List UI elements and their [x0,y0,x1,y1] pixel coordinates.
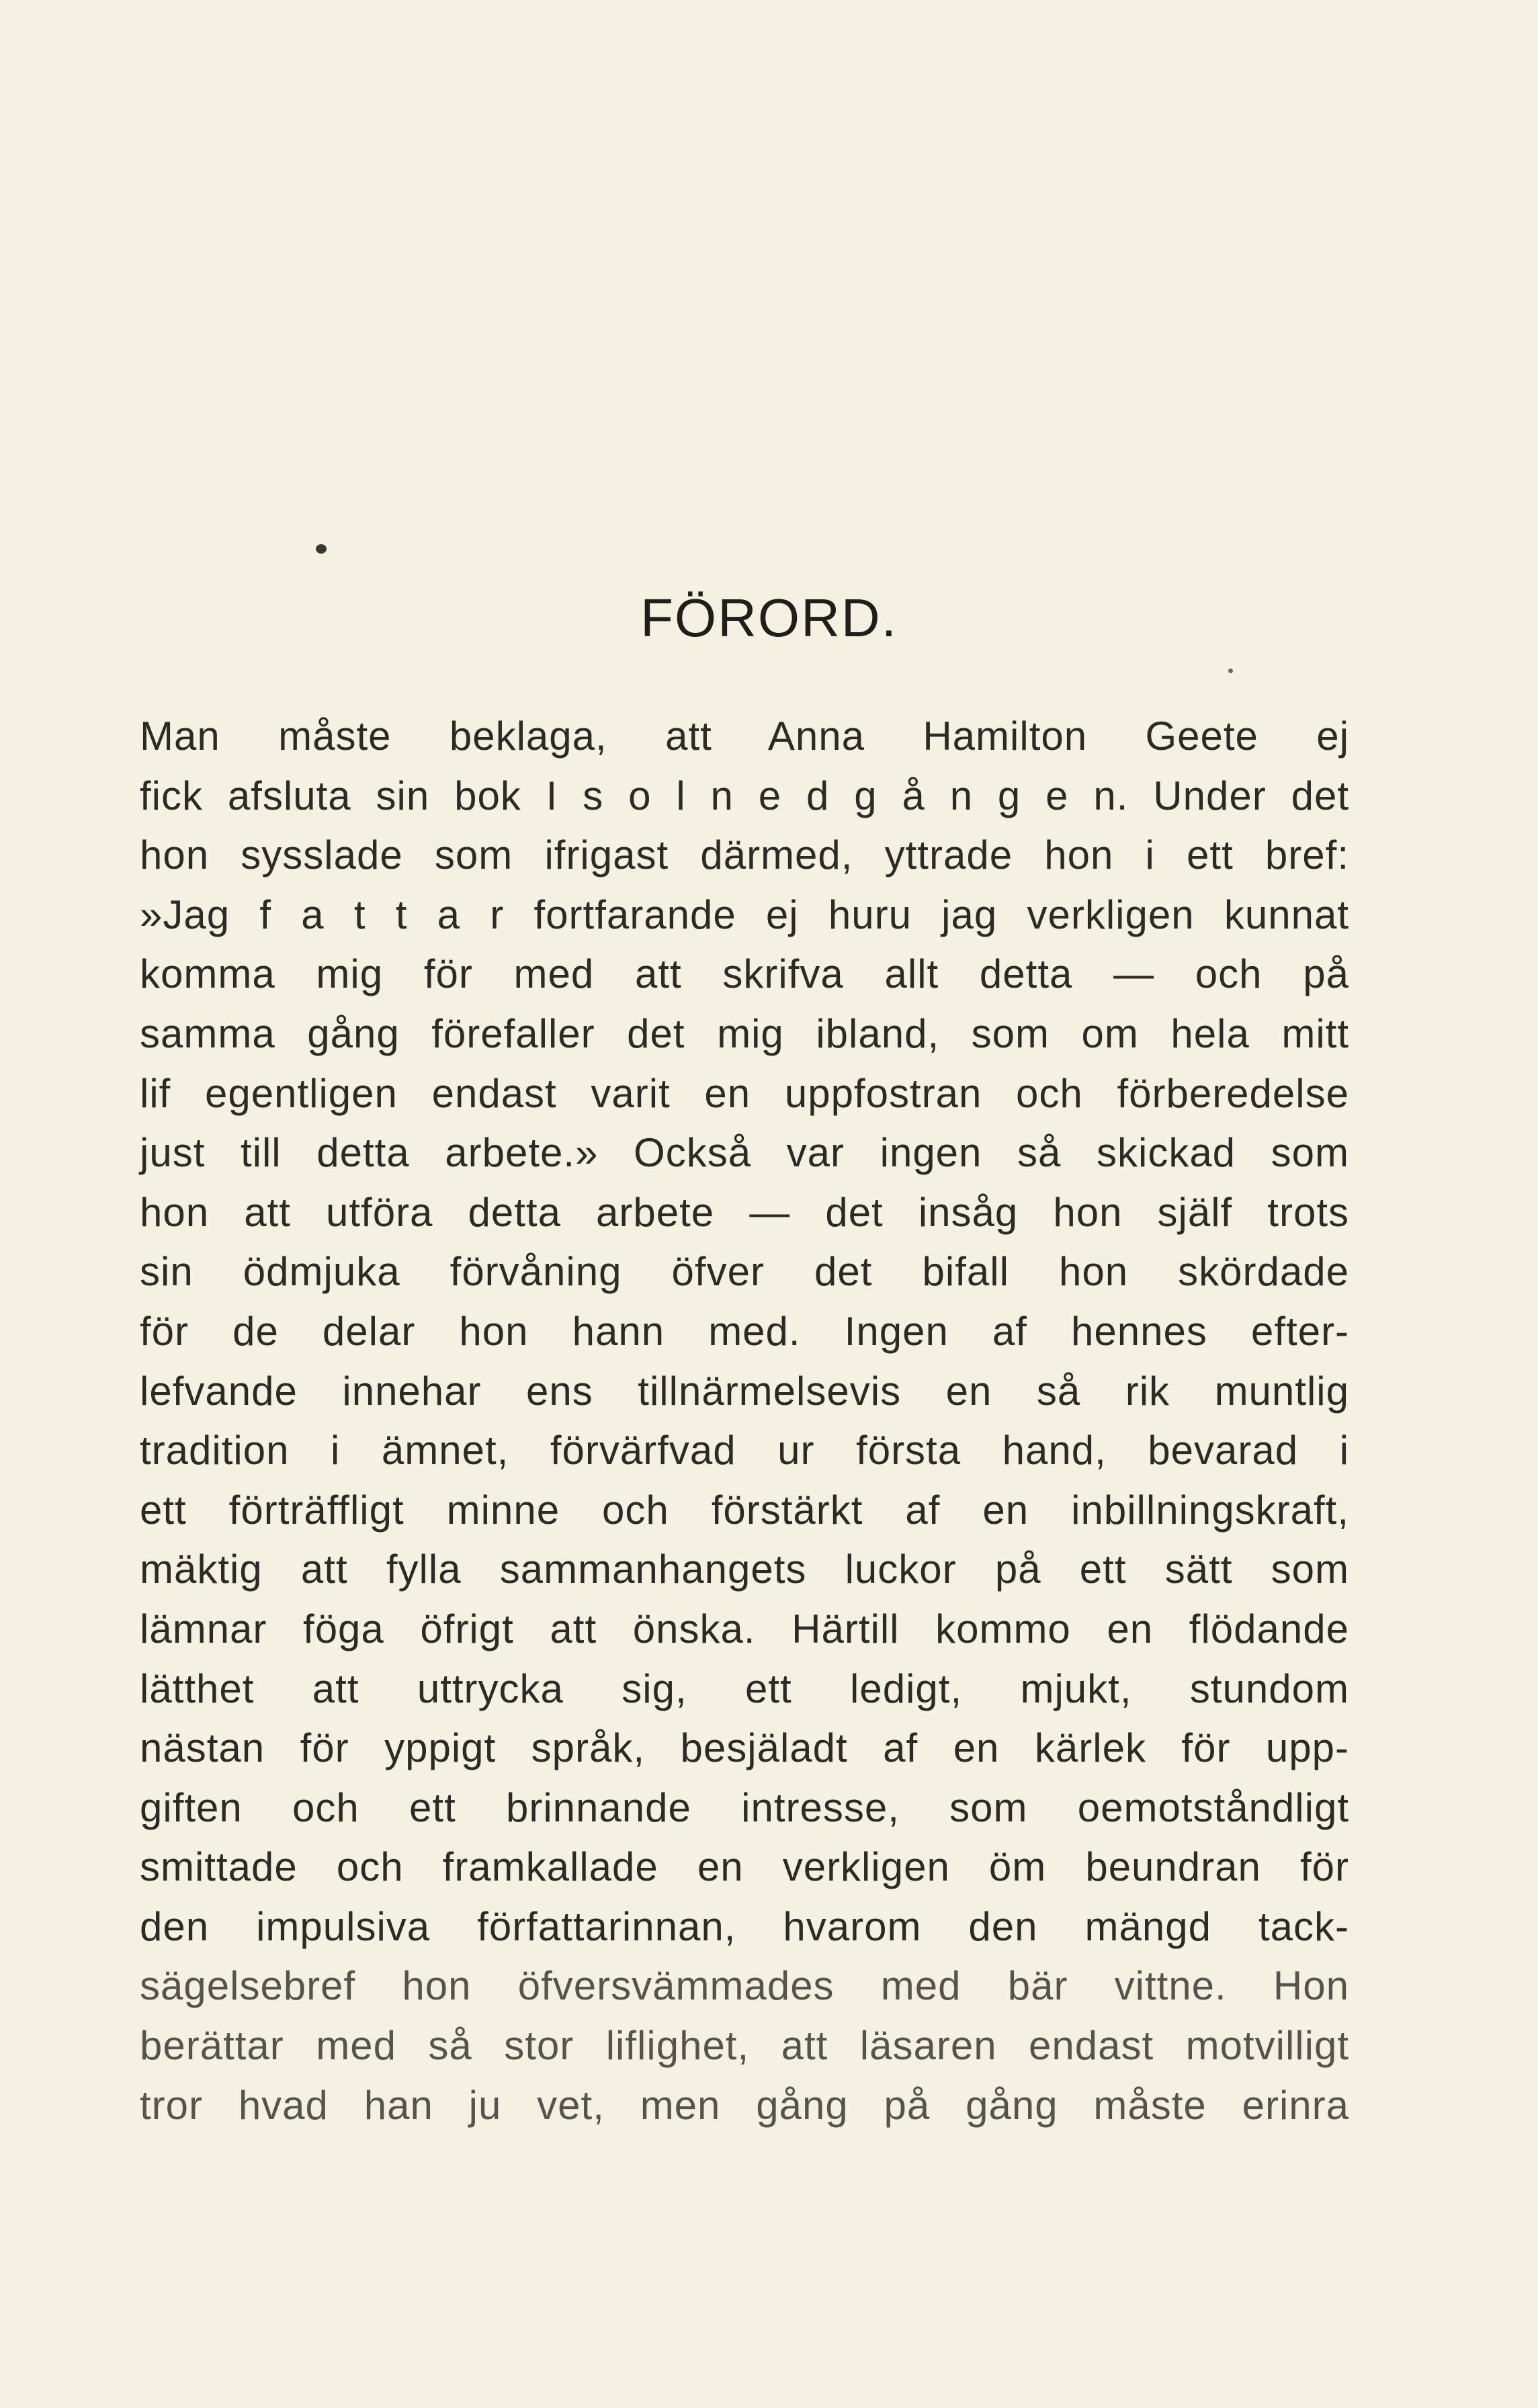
ink-speck [316,544,327,554]
text-line: smittade och framkallade en verkligen öm beundran för [140,1844,1349,1890]
text-line: lefvande innehar ens tillnärmelsevis en så rik muntlig [140,1368,1349,1414]
text-line: samma gång förefaller det mig ibland, som om hela mitt [140,1010,1349,1056]
text-line: lätthet att uttrycka sig, ett ledigt, mjukt, stundom [140,1666,1349,1711]
text-line: komma mig för med att skrifva allt detta — och på [140,951,1349,997]
preface-body [140,707,1349,2135]
text-line: tror hvad han ju vet, men gång på gång måste erinra [140,2082,1349,2128]
text-line: hon att utföra detta arbete — det insåg hon själf trots [140,1189,1349,1235]
text-line: »Jag f a t t a r fortfarande ej huru jag verkligen kunnat [140,892,1349,937]
text-line: berättar med så stor liflighet, att läsaren endast motvilligt [140,2023,1349,2069]
text-line: den impulsiva författarinnan, hvarom den mängd tack- [140,1903,1349,1949]
text-line: mäktig att fylla sammanhangets luckor på ett sätt som [140,1547,1349,1592]
text-line: för de delar hon hann med. Ingen af hennes efter- [140,1308,1349,1354]
text-line: sin ödmjuka förvåning öfver det bifall hon skördade [140,1249,1349,1295]
page-heading: FÖRORD. [640,588,898,648]
ink-dot [1228,669,1233,673]
text-line: lämnar föga öfrigt att önska. Härtill kommo en flödande [140,1606,1349,1651]
text-line: nästan för yppigt språk, besjäladt af en kärlek för upp- [140,1725,1349,1771]
text-line: sägelsebref hon öfversvämmades med bär vittne. Hon [140,1963,1349,2009]
text-line: tradition i ämnet, förvärfvad ur första hand, bevarad i [140,1428,1349,1473]
text-line: ett förträffligt minne och förstärkt af en inbillningskraft, [140,1487,1349,1533]
text-line: fick afsluta sin bok I s o l n e d g å n g e n. Under det [140,773,1349,818]
text-line: lif egentligen endast varit en uppfostran och förberedelse [140,1070,1349,1116]
text-line: Man måste beklaga, att Anna Hamilton Geete ej [140,714,1349,759]
text-line: hon sysslade som ifrigast därmed, yttrade hon i ett bref: [140,832,1349,878]
text-line: just till detta arbete.» Också var ingen så skickad som [140,1130,1349,1176]
text-line: giften och ett brinnande intresse, som oemotståndligt [140,1784,1349,1830]
